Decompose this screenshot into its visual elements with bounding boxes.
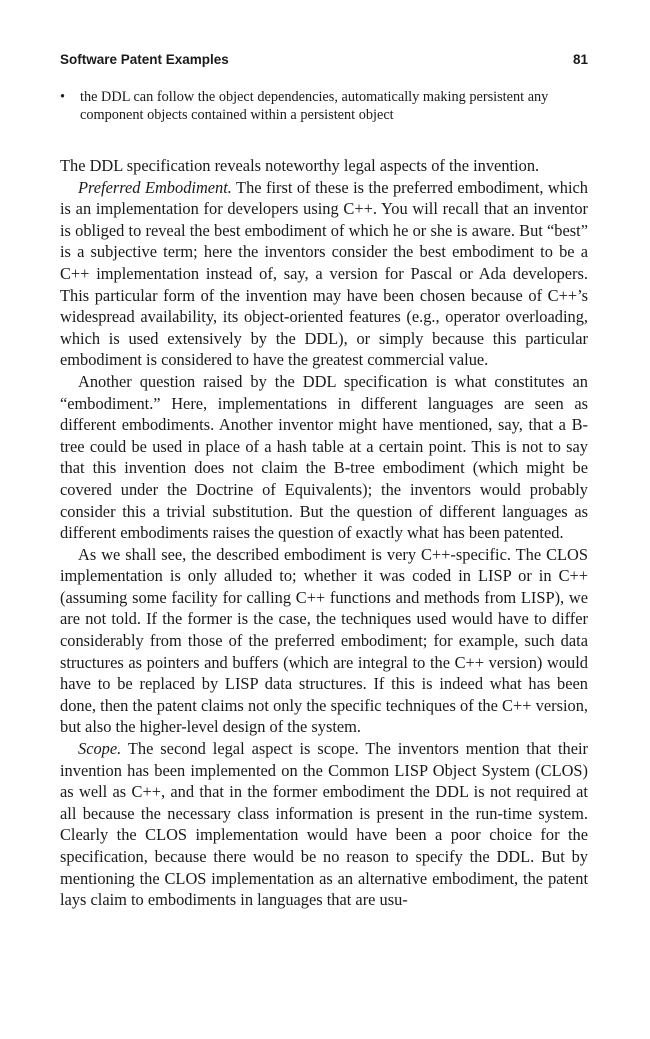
paragraph-text: The DDL specification reveals noteworthy legal aspects of the invention. <box>60 156 540 175</box>
paragraph <box>60 738 588 911</box>
paragraph-text: As we shall see, the described embodiment is very C++-specific. The CLOS implementation is only alluded to; whether it was coded in LISP or in C++ (assuming some facility for calling C++ functions and methods from LISP), we are not told. If the former is the case, the techniques used would have to differ considerably from those of the preferred embodiment; for example, such data structures as pointers and buffers (which are integral to the C++ version) would have to be replaced by LISP data structures. If this is indeed what has been done, then the patent claims not only the specific techniques of the C++ version, but also the higher-level design of the system. <box>60 544 588 737</box>
paragraph-text: The first of these is the preferred embodiment, which is an implementation for developers using C++. You will recall that an inventor is obliged to reveal the best embodiment of which he or she is aware. But “best” is a subjective term; here the inventors consider the best embodiment to be a C++ implementation instead of, say, a version for Pascal or Ada developers. This particular form of the invention may have been chosen because of C++’s widespread availability, its object-oriented features (e.g., operator overloading, which is used extensively by the DDL), or simply because this particular embodiment is considered to have the greatest commercial value. <box>60 177 588 370</box>
paragraph <box>60 544 588 738</box>
run-in-heading: Preferred Embodiment. <box>78 177 232 197</box>
bullet-list <box>60 88 588 124</box>
list-item <box>60 88 588 124</box>
paragraph <box>60 177 588 371</box>
body-text <box>60 155 588 911</box>
run-in-heading: Scope. <box>78 739 122 759</box>
page-number: 81 <box>572 52 588 67</box>
paragraph <box>60 371 588 544</box>
book-page <box>60 52 588 911</box>
running-head <box>60 52 588 74</box>
chapter-title: Software Patent Examples <box>60 52 229 67</box>
bullet-icon: • <box>60 89 66 105</box>
paragraph <box>60 155 588 177</box>
paragraph-text: The second legal aspect is scope. The inventors mention that their invention has been implemented on the Common LISP Object System (CLOS) as well as C++, and that in the former embodiment the DDL is not required at all because the necessary class information is present in the run-time system. Clearly the CLOS implementation would have been a poor choice for the specification, because there would be no reason to specify the DDL. But by mentioning the CLOS implementation as an alternative embodiment, the patent lays claim to embodiments in languages that are usu- <box>60 739 588 910</box>
paragraph-text: Another question raised by the DDL specification is what constitutes an “embodiment.” Here, implementations in different languages are seen as different embodiments. Another inventor might have mentioned, say, that a B-tree could be used in place of a hash table at a certain point. This is not to say that this invention does not claim the B-tree embodiment (which might be covered under the Doctrine of Equivalents); the inventors would probably consider this a trivial substitution. But the question of different languages as different embodiments raises the question of exactly what has been patented. <box>60 371 588 543</box>
list-item-text: the DDL can follow the object dependencies, automatically making persistent any component objects contained within a persistent object <box>80 89 549 123</box>
